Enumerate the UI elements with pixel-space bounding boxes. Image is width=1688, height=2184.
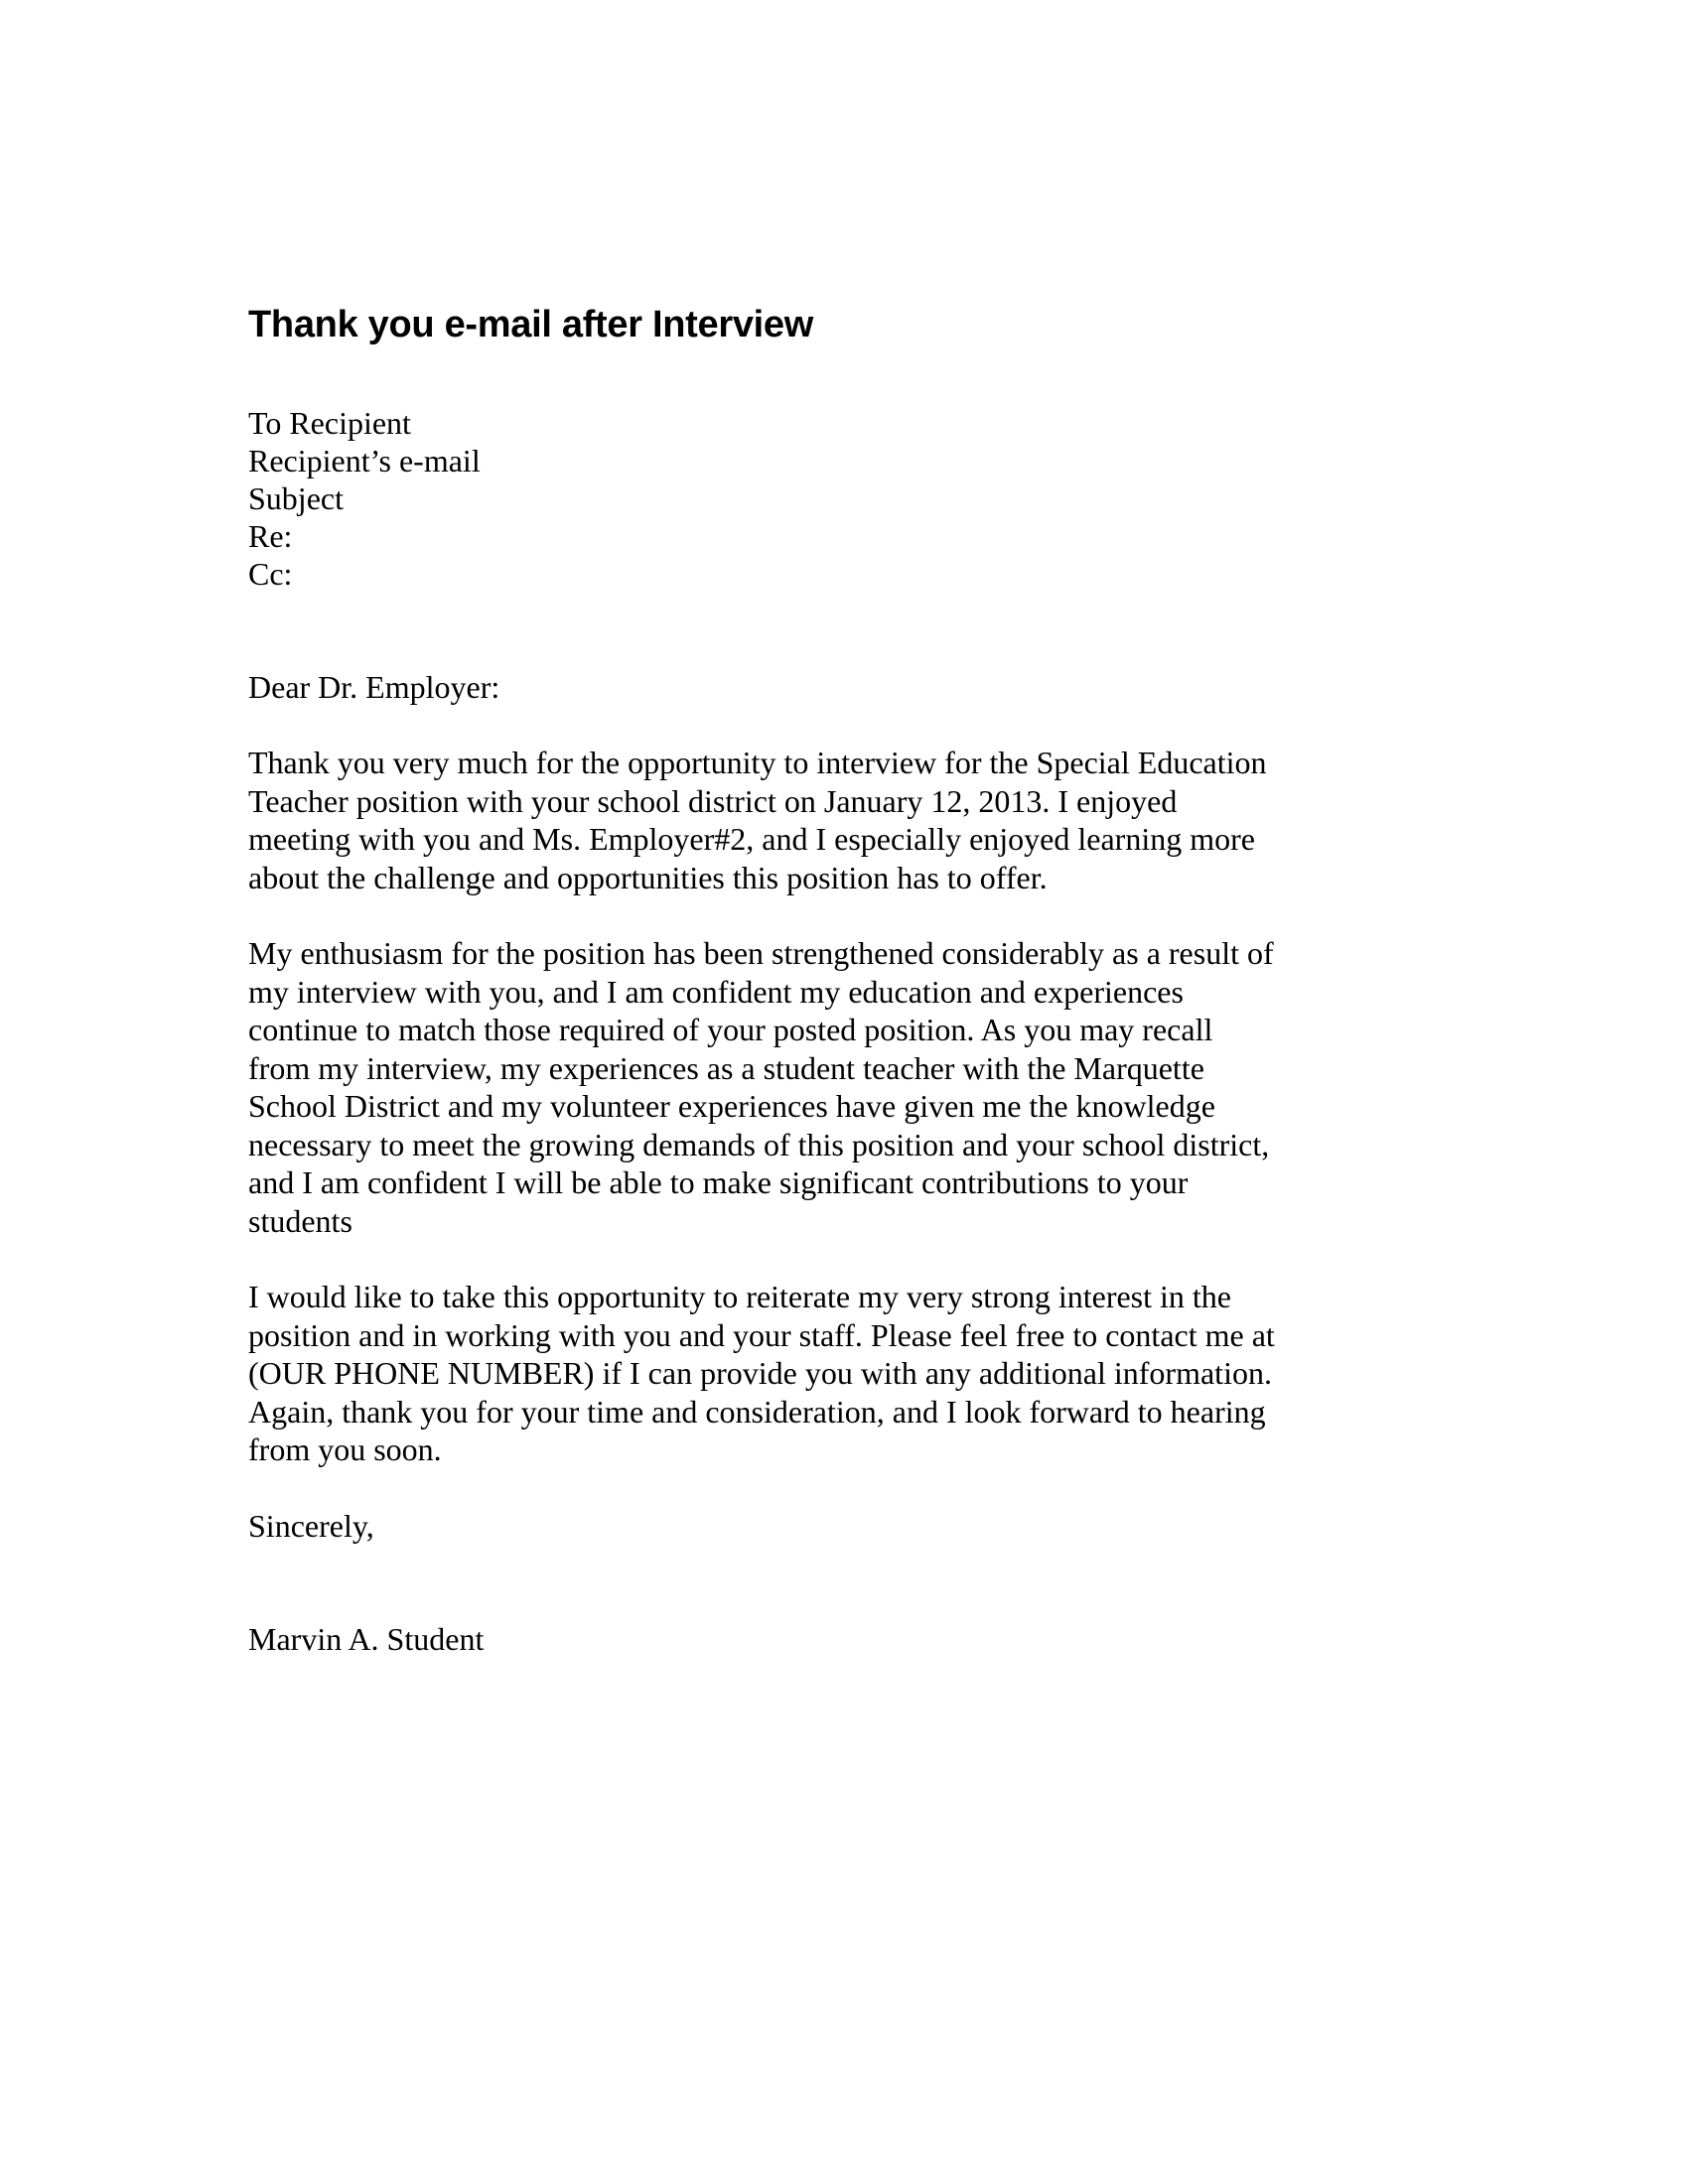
signature: Marvin A. Student <box>248 1621 485 1658</box>
header-to: To Recipient <box>248 404 411 441</box>
closing: Sincerely, <box>248 1507 374 1544</box>
paragraph-1: Thank you very much for the opportunity to interview for the Special Education Teacher position with your school district on January 12, 2013. I enjoyed meeting with you and Ms. Employer#2, and I especially enjoyed learning more about the challenge and opportunities this position has to offer. <box>248 745 1267 895</box>
header-email: Recipient’s e-mail <box>248 442 481 478</box>
salutation: Dear Dr. Employer: <box>248 668 500 705</box>
header-cc: Cc: <box>248 555 293 592</box>
header-re: Re: <box>248 517 293 554</box>
paragraph-2: My enthusiasm for the position has been strengthened considerably as a result of my interview with you, and I am confident my education and experiences continue to match those required of your posted position. As you may recall from my interview, my experiences as a student teacher with the Marquette School District and my volunteer experiences have given me the knowledge necessary to meet the growing demands of this position and your school district, and I am confident I will be able to make significant contributions to your students <box>248 935 1274 1239</box>
letter-body <box>248 668 1281 1659</box>
document-page <box>248 303 1281 1697</box>
header-subject: Subject <box>248 479 344 516</box>
document-title: Thank you e-mail after Interview <box>248 304 814 345</box>
email-header <box>248 404 1281 593</box>
paragraph-3: I would like to take this opportunity to reiterate my very strong interest in the position and in working with you and your staff. Please feel free to contact me at (OUR PHONE NUMBER) if I can provide you with any additional information. Again, thank you for your time and consideration, and I look forward to hearing from you soon. <box>248 1279 1275 1468</box>
